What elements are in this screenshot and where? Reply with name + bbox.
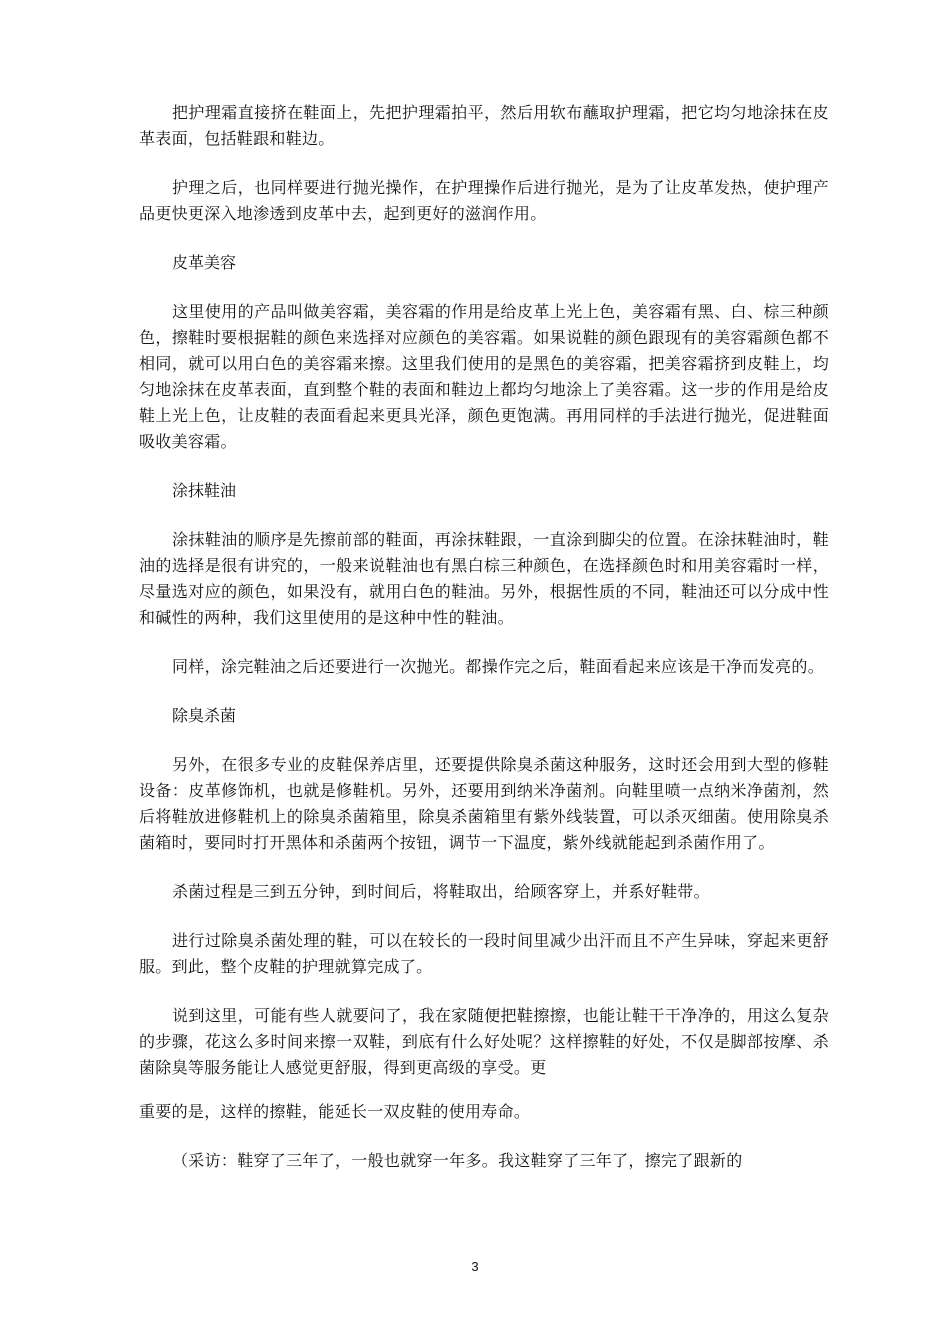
section-heading-deodorize: 除臭杀菌 [172,706,237,725]
document-body [139,100,829,1197]
paragraph-beauty-cream: 这里使用的产品叫做美容霜，美容霜的作用是给皮革上光上色，美容霜有黑、白、棕三种颜色，擦鞋时要根据鞋的颜色来选择对应颜色的美容霜。如果说鞋的颜色跟现有的美容霜颜色都不相同，就可以用白色的美容霜来擦。这里我们使用的是黑色的美容霜，把美容霜挤到皮鞋上，均匀地涂抹在皮革表面，直到整个鞋的表面和鞋边上都均匀地涂上了美容霜。这一步的作用是给皮鞋上光上色，让皮鞋的表面看起来更具光泽，颜色更饱满。再用同样的手法进行抛光，促进鞋面吸收美容霜。 [139,302,829,451]
paragraph-benefits-continued: 重要的是，这样的擦鞋，能延长一双皮鞋的使用寿命。 [139,1102,531,1121]
paragraph-care-cream: 把护理霜直接挤在鞋面上，先把护理霜拍平，然后用软布蘸取护理霜，把它均匀地涂抹在皮革表面，包括鞋跟和鞋边。 [139,103,829,148]
paragraph-polish-again: 同样，涂完鞋油之后还要进行一次抛光。都操作完之后，鞋面看起来应该是干净而发亮的。 [172,657,825,676]
paragraph-interview: （采访：鞋穿了三年了，一般也就穿一年多。我这鞋穿了三年了，擦完了跟新的 [172,1151,743,1170]
section-heading-leather-beauty: 皮革美容 [172,253,237,272]
paragraph-after-sterilize: 进行过除臭杀菌处理的鞋，可以在较长的一段时间里减少出汗而且不产生异味，穿起来更舒服。到此，整个皮鞋的护理就算完成了。 [139,931,829,976]
paragraph-sterilize-duration: 杀菌过程是三到五分钟，到时间后，将鞋取出，给顾客穿上，并系好鞋带。 [172,882,710,901]
paragraph-polish-after-care: 护理之后，也同样要进行抛光操作，在护理操作后进行抛光，是为了让皮革发热，使护理产品更快更深入地渗透到皮革中去，起到更好的滋润作用。 [139,178,829,223]
paragraph-shoe-polish-order: 涂抹鞋油的顺序是先擦前部的鞋面，再涂抹鞋跟，一直涂到脚尖的位置。在涂抹鞋油时，鞋油的选择是很有讲究的，一般来说鞋油也有黑白棕三种颜色，在选择颜色时和用美容霜时一样，尽量选对应的颜色，如果没有，就用白色的鞋油。另外，根据性质的不同，鞋油还可以分成中性和碱性的两种，我们这里使用的是这种中性的鞋油。 [139,530,829,627]
page-number: 3 [471,1259,479,1274]
paragraph-benefits: 说到这里，可能有些人就要问了，我在家随便把鞋擦擦，也能让鞋干干净净的，用这么复杂的步骤，花这么多时间来擦一双鞋，到底有什么好处呢？这样擦鞋的好处，不仅是脚部按摩、杀菌除臭等服务能让人感觉更舒服，得到更高级的享受。更 [139,1006,829,1077]
section-heading-shoe-polish: 涂抹鞋油 [172,481,237,500]
paragraph-deodorize-service: 另外，在很多专业的皮鞋保养店里，还要提供除臭杀菌这种服务，这时还会用到大型的修鞋设备：皮革修饰机，也就是修鞋机。另外，还要用到纳米净菌剂。向鞋里喷一点纳米净菌剂，然后将鞋放进修鞋机上的除臭杀菌箱里，除臭杀菌箱里有紫外线装置，可以杀灭细菌。使用除臭杀菌箱时，要同时打开黑体和杀菌两个按钮，调节一下温度，紫外线就能起到杀菌作用了。 [139,755,829,852]
